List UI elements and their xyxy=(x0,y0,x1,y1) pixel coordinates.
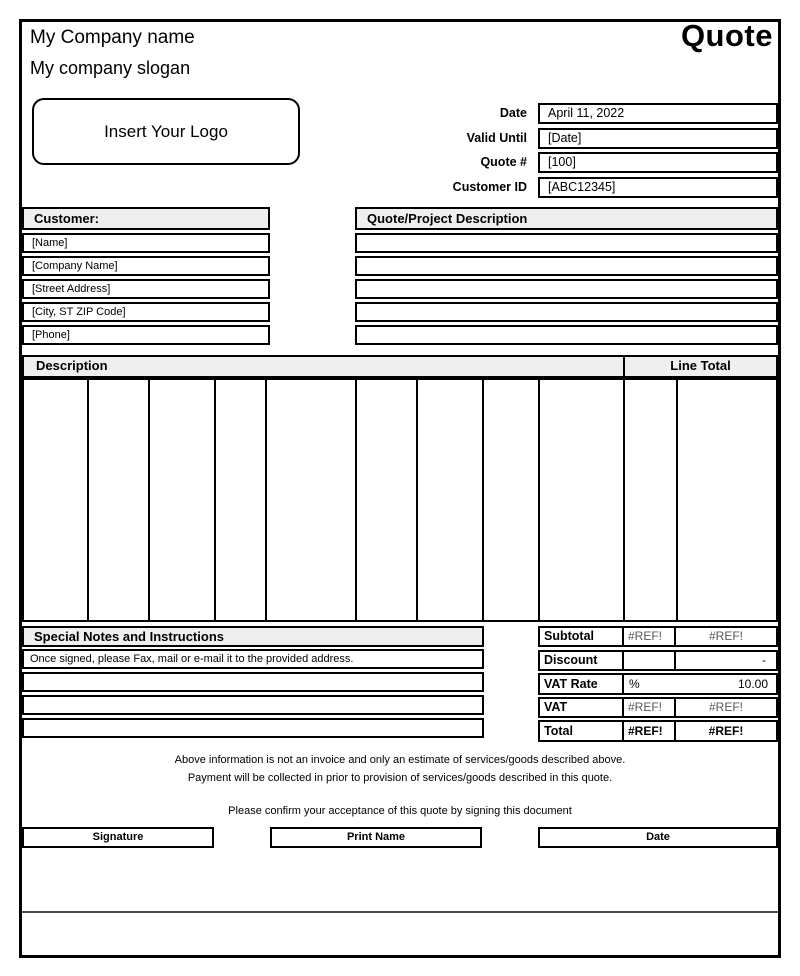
vat-rate-value[interactable]: 10.00 xyxy=(737,677,768,691)
valid-until-label: Valid Until xyxy=(466,131,527,145)
customer-street-field[interactable]: [Street Address] xyxy=(22,279,270,299)
column-divider xyxy=(148,380,150,620)
total-value-1[interactable]: #REF! xyxy=(624,722,676,740)
company-slogan: My company slogan xyxy=(30,58,191,78)
project-description-row[interactable] xyxy=(355,279,778,299)
customer-section-header: Customer: xyxy=(22,207,270,230)
customer-phone-field[interactable]: [Phone] xyxy=(22,325,270,345)
vat-value-1[interactable]: #REF! xyxy=(624,699,676,716)
confirmation-text: Please confirm your acceptance of this quote by signing this document xyxy=(228,805,572,817)
subtotal-label: Subtotal xyxy=(540,628,624,645)
quote-number-field[interactable]: [100] xyxy=(538,152,778,173)
customer-id-field[interactable]: [ABC12345] xyxy=(538,177,778,198)
notes-row[interactable] xyxy=(22,672,484,692)
disclaimer-line-1: Above information is not an invoice and only an estimate of services/goods described above. xyxy=(174,754,626,766)
description-column-header: Description xyxy=(22,355,625,378)
project-description-row[interactable] xyxy=(355,233,778,253)
notes-row[interactable] xyxy=(22,695,484,715)
line-total-column-header: Line Total xyxy=(623,355,778,378)
logo-placeholder[interactable] xyxy=(32,98,300,165)
print-name-box[interactable]: Print Name xyxy=(270,827,482,848)
vat-value-2[interactable]: #REF! xyxy=(708,700,743,714)
column-divider xyxy=(676,380,678,620)
customer-city-field[interactable]: [City, ST ZIP Code] xyxy=(22,302,270,322)
column-divider xyxy=(214,380,216,620)
date-label: Date xyxy=(499,106,527,120)
total-label: Total xyxy=(540,722,624,740)
vat-label: VAT xyxy=(540,699,624,716)
column-divider xyxy=(355,380,357,620)
customer-name-field[interactable]: [Name] xyxy=(22,233,270,253)
project-description-row[interactable] xyxy=(355,302,778,322)
customer-id-label: Customer ID xyxy=(452,180,527,194)
total-value-2[interactable]: #REF! xyxy=(708,724,744,738)
line-items-grid[interactable] xyxy=(22,378,778,622)
vat-row xyxy=(538,697,778,718)
project-description-row[interactable] xyxy=(355,256,778,276)
logo-placeholder-label: Insert Your Logo xyxy=(104,121,228,141)
vat-rate-row xyxy=(538,673,778,695)
discount-value-1[interactable] xyxy=(624,652,676,669)
column-divider xyxy=(623,380,625,620)
column-divider xyxy=(482,380,484,620)
column-divider xyxy=(265,380,267,620)
date-field[interactable]: April 11, 2022 xyxy=(538,103,778,124)
subtotal-value-2[interactable]: #REF! xyxy=(708,629,743,643)
discount-row xyxy=(538,650,778,671)
column-divider xyxy=(538,380,540,620)
total-row xyxy=(538,720,778,742)
signature-box[interactable]: Signature xyxy=(22,827,214,848)
column-divider xyxy=(416,380,418,620)
vat-rate-cell[interactable] xyxy=(624,675,776,693)
footer-divider xyxy=(22,911,778,913)
notes-section-header: Special Notes and Instructions xyxy=(22,626,484,647)
discount-value-2[interactable]: - xyxy=(762,653,766,667)
project-description-header: Quote/Project Description xyxy=(355,207,778,230)
document-title: Quote xyxy=(680,18,773,53)
notes-row[interactable] xyxy=(22,718,484,738)
company-name: My Company name xyxy=(30,27,195,48)
customer-company-field[interactable]: [Company Name] xyxy=(22,256,270,276)
valid-until-field[interactable]: [Date] xyxy=(538,128,778,149)
subtotal-value-1[interactable]: #REF! xyxy=(624,628,676,645)
disclaimer-line-2: Payment will be collected in prior to provision of services/goods described in this quote. xyxy=(187,772,613,784)
discount-label: Discount xyxy=(540,652,624,669)
vat-rate-label: VAT Rate xyxy=(540,675,624,693)
project-description-row[interactable] xyxy=(355,325,778,345)
quote-number-label: Quote # xyxy=(480,155,527,169)
vat-rate-unit: % xyxy=(629,677,640,691)
signature-date-box[interactable]: Date xyxy=(538,827,778,848)
column-divider xyxy=(87,380,89,620)
subtotal-row xyxy=(538,626,778,647)
notes-row[interactable]: Once signed, please Fax, mail or e-mail it to the provided address. xyxy=(22,649,484,669)
